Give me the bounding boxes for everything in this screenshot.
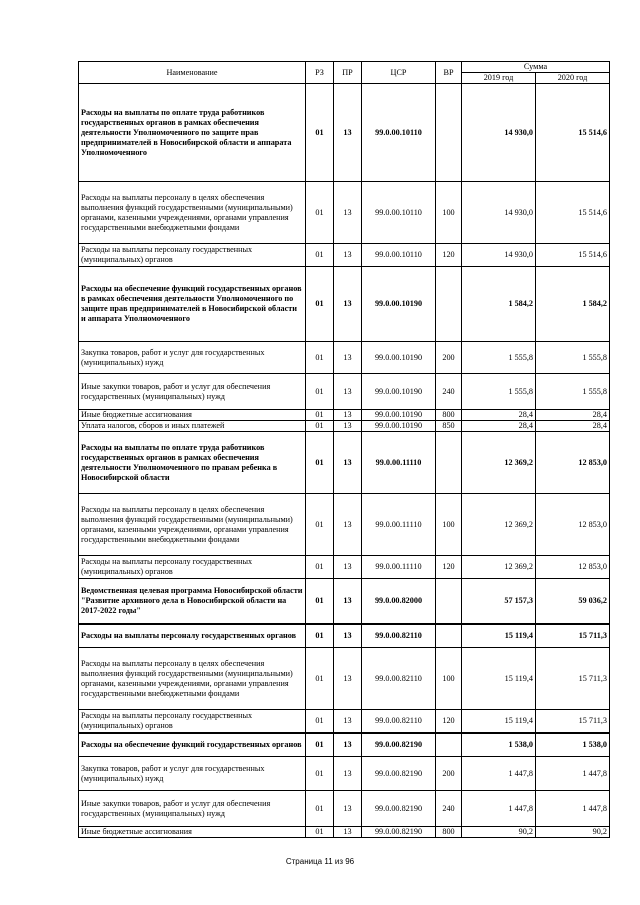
row-csr: 99.0.00.82190 [362, 733, 436, 757]
row-sum-2020: 15 711,3 [536, 624, 610, 648]
row-pr: 13 [334, 421, 362, 432]
row-sum-2019: 15 119,4 [462, 648, 536, 710]
row-sum-2020: 1 584,2 [536, 267, 610, 342]
row-vr [436, 267, 462, 342]
row-name: Иные бюджетные ассигнования [79, 827, 306, 838]
row-pr: 13 [334, 556, 362, 579]
header-csr: ЦСР [362, 62, 436, 84]
row-sum-2019: 90,2 [462, 827, 536, 838]
header-year-2020: 2020 год [536, 73, 610, 84]
row-rz: 01 [306, 432, 334, 494]
row-sum-2020: 90,2 [536, 827, 610, 838]
row-pr: 13 [334, 757, 362, 791]
row-sum-2020: 15 514,6 [536, 244, 610, 267]
row-name: Расходы на выплаты персоналу в целях обеспечения выполнения функций государственными (муниципальными) органами, казенными учреждениями, органами управления государственными внебюджетными фондами [79, 494, 306, 556]
table-row [79, 757, 610, 791]
row-pr: 13 [334, 342, 362, 374]
row-sum-2019: 14 930,0 [462, 182, 536, 244]
row-name: Расходы на выплаты персоналу государственных органов [79, 624, 306, 648]
table-row [79, 494, 610, 556]
row-vr: 100 [436, 182, 462, 244]
row-sum-2019: 1 447,8 [462, 757, 536, 791]
table-row [79, 432, 610, 494]
row-vr [436, 733, 462, 757]
table-row [79, 624, 610, 648]
row-vr [436, 432, 462, 494]
row-rz: 01 [306, 791, 334, 827]
table-row [79, 579, 610, 624]
table-row [79, 421, 610, 432]
row-name: Иные закупки товаров, работ и услуг для обеспечения государственных (муниципальных) нужд [79, 374, 306, 410]
row-csr: 99.0.00.10190 [362, 421, 436, 432]
row-csr: 99.0.00.82000 [362, 579, 436, 624]
row-rz: 01 [306, 827, 334, 838]
row-rz: 01 [306, 494, 334, 556]
row-pr: 13 [334, 579, 362, 624]
row-sum-2020: 15 711,3 [536, 710, 610, 733]
row-rz: 01 [306, 648, 334, 710]
table-row [79, 556, 610, 579]
row-name: Закупка товаров, работ и услуг для государственных (муниципальных) нужд [79, 757, 306, 791]
table-body [79, 84, 610, 838]
row-name: Закупка товаров, работ и услуг для государственных (муниципальных) нужд [79, 342, 306, 374]
row-name: Расходы на обеспечение функций государственных органов в рамках обеспечения деятельности Уполномоченного по защите прав предпринимателей в Новосибирской области и аппарата Уполномоченного [79, 267, 306, 342]
row-sum-2019: 14 930,0 [462, 244, 536, 267]
row-csr: 99.0.00.10190 [362, 374, 436, 410]
row-name: Иные бюджетные ассигнования [79, 410, 306, 421]
row-rz: 01 [306, 342, 334, 374]
row-pr: 13 [334, 648, 362, 710]
row-vr: 200 [436, 757, 462, 791]
row-sum-2019: 1 555,8 [462, 374, 536, 410]
row-csr: 99.0.00.10190 [362, 410, 436, 421]
row-sum-2019: 1 555,8 [462, 342, 536, 374]
row-rz: 01 [306, 733, 334, 757]
table-row [79, 342, 610, 374]
table-row [79, 267, 610, 342]
table-row [79, 374, 610, 410]
row-vr: 120 [436, 244, 462, 267]
row-vr [436, 624, 462, 648]
row-name: Иные закупки товаров, работ и услуг для обеспечения государственных (муниципальных) нужд [79, 791, 306, 827]
row-sum-2020: 15 514,6 [536, 84, 610, 182]
row-name: Расходы на выплаты персоналу государственных (муниципальных) органов [79, 244, 306, 267]
table-row [79, 244, 610, 267]
row-sum-2020: 12 853,0 [536, 432, 610, 494]
table-header [79, 62, 610, 84]
header-vr: ВР [436, 62, 462, 84]
row-vr [436, 84, 462, 182]
row-pr: 13 [334, 733, 362, 757]
row-sum-2020: 59 036,2 [536, 579, 610, 624]
row-name: Расходы на выплаты персоналу государственных (муниципальных) органов [79, 556, 306, 579]
table-row [79, 182, 610, 244]
row-pr: 13 [334, 182, 362, 244]
row-pr: 13 [334, 494, 362, 556]
row-pr: 13 [334, 374, 362, 410]
row-csr: 99.0.00.10190 [362, 342, 436, 374]
row-name: Расходы на выплаты по оплате труда работников государственных органов в рамках обеспечения деятельности Уполномоченного по защите прав предпринимателей в Новосибирской области и аппарата Уполномоченного [79, 84, 306, 182]
row-csr: 99.0.00.82190 [362, 757, 436, 791]
row-sum-2020: 1 538,0 [536, 733, 610, 757]
row-rz: 01 [306, 421, 334, 432]
row-rz: 01 [306, 84, 334, 182]
table-row [79, 791, 610, 827]
table-row [79, 827, 610, 838]
row-name: Расходы на выплаты персоналу государственных (муниципальных) органов [79, 710, 306, 733]
row-rz: 01 [306, 182, 334, 244]
row-sum-2020: 15 711,3 [536, 648, 610, 710]
row-sum-2019: 12 369,2 [462, 556, 536, 579]
row-sum-2020: 28,4 [536, 410, 610, 421]
row-sum-2020: 1 447,8 [536, 791, 610, 827]
row-sum-2019: 12 369,2 [462, 494, 536, 556]
row-pr: 13 [334, 791, 362, 827]
row-rz: 01 [306, 374, 334, 410]
row-csr: 99.0.00.82190 [362, 791, 436, 827]
row-sum-2019: 57 157,3 [462, 579, 536, 624]
row-rz: 01 [306, 556, 334, 579]
row-vr [436, 579, 462, 624]
row-rz: 01 [306, 267, 334, 342]
page-number: Страница 11 из 96 [285, 857, 355, 866]
row-sum-2019: 1 447,8 [462, 791, 536, 827]
row-rz: 01 [306, 579, 334, 624]
row-vr: 240 [436, 791, 462, 827]
row-csr: 99.0.00.10110 [362, 182, 436, 244]
table-row [79, 410, 610, 421]
row-vr: 850 [436, 421, 462, 432]
row-pr: 13 [334, 432, 362, 494]
header-year-2019: 2019 год [462, 73, 536, 84]
row-sum-2020: 28,4 [536, 421, 610, 432]
header-sum: Сумма [462, 62, 610, 73]
row-vr: 800 [436, 410, 462, 421]
row-sum-2020: 1 555,8 [536, 342, 610, 374]
row-csr: 99.0.00.10110 [362, 244, 436, 267]
row-csr: 99.0.00.11110 [362, 494, 436, 556]
row-sum-2020: 12 853,0 [536, 494, 610, 556]
row-sum-2019: 28,4 [462, 421, 536, 432]
row-sum-2020: 1 447,8 [536, 757, 610, 791]
row-sum-2019: 1 584,2 [462, 267, 536, 342]
row-csr: 99.0.00.11110 [362, 432, 436, 494]
row-pr: 13 [334, 244, 362, 267]
row-vr: 120 [436, 556, 462, 579]
header-rz: РЗ [306, 62, 334, 84]
row-pr: 13 [334, 827, 362, 838]
row-sum-2019: 15 119,4 [462, 624, 536, 648]
row-sum-2020: 1 555,8 [536, 374, 610, 410]
row-name: Расходы на выплаты персоналу в целях обеспечения выполнения функций государственными (муниципальными) органами, казенными учреждениями, органами управления государственными внебюджетными фондами [79, 648, 306, 710]
row-sum-2019: 14 930,0 [462, 84, 536, 182]
table-row [79, 84, 610, 182]
row-vr: 800 [436, 827, 462, 838]
row-rz: 01 [306, 410, 334, 421]
row-sum-2019: 15 119,4 [462, 710, 536, 733]
row-vr: 200 [436, 342, 462, 374]
row-vr: 240 [436, 374, 462, 410]
table-row [79, 733, 610, 757]
row-rz: 01 [306, 244, 334, 267]
row-rz: 01 [306, 757, 334, 791]
row-csr: 99.0.00.10190 [362, 267, 436, 342]
header-name: Наименование [79, 62, 306, 84]
row-name: Расходы на выплаты по оплате труда работников государственных органов в рамках обеспечения деятельности Уполномоченного по правам ребенка в Новосибирской области [79, 432, 306, 494]
budget-table [78, 61, 610, 838]
row-name: Расходы на обеспечение функций государственных органов [79, 733, 306, 757]
row-name: Ведомственная целевая программа Новосибирской области "Развитие архивного дела в Новосибирской области на 2017-2022 годы" [79, 579, 306, 624]
row-sum-2019: 28,4 [462, 410, 536, 421]
row-name: Расходы на выплаты персоналу в целях обеспечения выполнения функций государственными (муниципальными) органами, казенными учреждениями, органами управления государственными внебюджетными фондами [79, 182, 306, 244]
row-pr: 13 [334, 710, 362, 733]
row-pr: 13 [334, 267, 362, 342]
row-sum-2019: 1 538,0 [462, 733, 536, 757]
header-pr: ПР [334, 62, 362, 84]
row-csr: 99.0.00.11110 [362, 556, 436, 579]
row-rz: 01 [306, 710, 334, 733]
row-pr: 13 [334, 410, 362, 421]
row-vr: 100 [436, 494, 462, 556]
row-vr: 120 [436, 710, 462, 733]
table-row [79, 710, 610, 733]
table-row [79, 648, 610, 710]
row-sum-2020: 12 853,0 [536, 556, 610, 579]
row-csr: 99.0.00.82110 [362, 624, 436, 648]
row-csr: 99.0.00.82110 [362, 648, 436, 710]
row-name: Уплата налогов, сборов и иных платежей [79, 421, 306, 432]
row-sum-2020: 15 514,6 [536, 182, 610, 244]
row-csr: 99.0.00.82110 [362, 710, 436, 733]
row-sum-2019: 12 369,2 [462, 432, 536, 494]
row-csr: 99.0.00.82190 [362, 827, 436, 838]
row-csr: 99.0.00.10110 [362, 84, 436, 182]
row-pr: 13 [334, 84, 362, 182]
row-rz: 01 [306, 624, 334, 648]
row-pr: 13 [334, 624, 362, 648]
row-vr: 100 [436, 648, 462, 710]
